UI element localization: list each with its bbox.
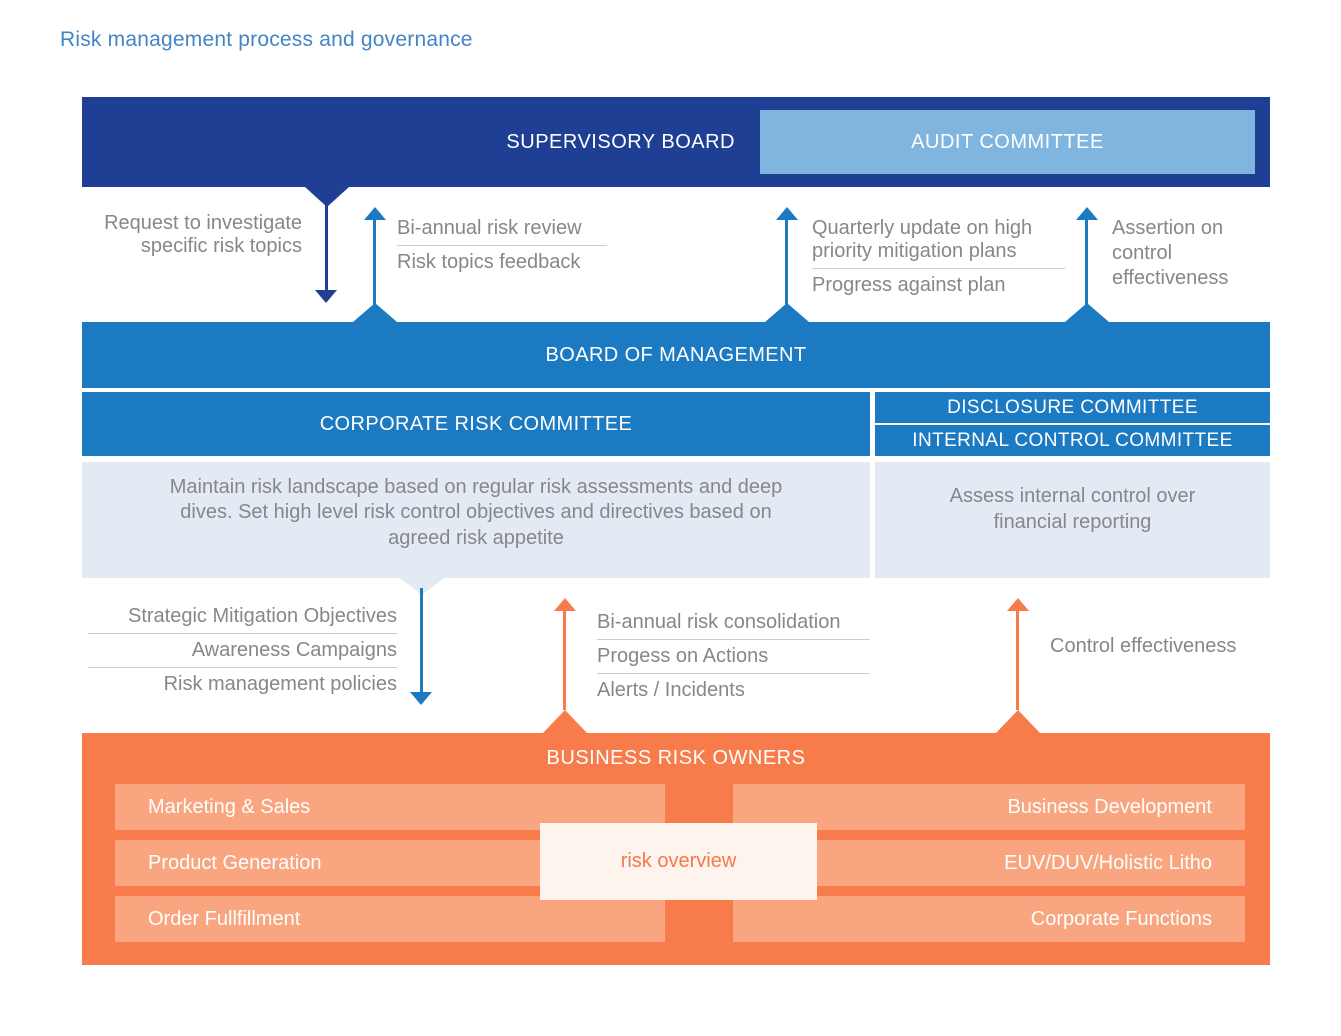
flow-label-objectives-item3: Risk management policies	[88, 667, 397, 701]
notch-up-consolidation	[543, 710, 587, 733]
owner-row-business-development: Business Development	[733, 784, 1245, 830]
arrow-line-request	[325, 197, 328, 290]
flow-label-request	[82, 212, 302, 258]
internal-control-committee-bar	[875, 425, 1270, 456]
owner-row-euv-duv-litho: EUV/DUV/Holistic Litho	[733, 840, 1245, 886]
flow-label-consolidation	[597, 606, 870, 707]
flow-label-biannual-item1: Bi-annual risk review	[397, 217, 582, 239]
owner-row-marketing-sales: Marketing & Sales	[115, 784, 665, 830]
corporate-risk-description: Maintain risk landscape based on regular risk assessments and deep dives. Set high level risk control objectives and directives based on agreed risk appetite	[169, 475, 783, 549]
supervisory-board-bar	[82, 97, 1270, 187]
corporate-risk-committee-label: CORPORATE RISK COMMITTEE	[319, 412, 633, 435]
board-of-management-bar	[82, 322, 1270, 388]
internal-control-description: Assess internal control over financial reporting	[949, 485, 1196, 533]
disclosure-committee-bar	[875, 392, 1270, 423]
page-title: Risk management process and governance	[60, 28, 473, 51]
internal-control-description-panel	[875, 462, 1270, 578]
flow-label-quarterly-item2: Progress against plan	[812, 268, 1065, 302]
arrowhead-down-request	[315, 290, 337, 303]
flow-label-consolidation-item3: Alerts / Incidents	[597, 673, 870, 707]
notch-up-quarterly	[765, 303, 809, 322]
risk-overview-overlay[interactable]: risk overview	[540, 823, 817, 900]
flow-label-control: Control effectiveness	[1050, 635, 1237, 657]
flow-label-objectives-item2: Awareness Campaigns	[88, 633, 397, 667]
corporate-risk-description-panel	[82, 462, 870, 578]
disclosure-committee-label: DISCLOSURE COMMITTEE	[947, 396, 1198, 418]
flow-label-quarterly-item1: Quarterly update on high priority mitigation plans	[812, 217, 1033, 262]
notch-up-control	[996, 710, 1040, 733]
flow-label-consolidation-item1: Bi-annual risk consolidation	[597, 611, 841, 633]
flow-label-objectives	[88, 600, 397, 701]
internal-control-committee-label: INTERNAL CONTROL COMMITTEE	[912, 429, 1233, 451]
flow-label-request-line2: specific risk topics	[140, 235, 302, 257]
owner-row-order-fulfillment: Order Fullfillment	[115, 896, 665, 942]
flow-label-biannual	[397, 212, 607, 279]
flow-label-request-line1: Request to investigate	[104, 212, 302, 234]
flow-label-objectives-item1: Strategic Mitigation Objectives	[127, 605, 397, 627]
corporate-risk-committee-bar	[82, 392, 870, 456]
supervisory-board-label: SUPERVISORY BOARD	[506, 130, 735, 153]
notch-up-biannual	[353, 303, 397, 322]
owner-row-product-generation: Product Generation	[115, 840, 665, 886]
board-of-management-label: BOARD OF MANAGEMENT	[545, 343, 807, 366]
audit-committee-box: AUDIT COMMITTEE	[760, 110, 1255, 174]
business-risk-owners-box	[82, 733, 1270, 965]
arrowhead-down-objectives	[410, 692, 432, 705]
flow-label-consolidation-item2: Progess on Actions	[597, 639, 870, 673]
notch-up-assertion	[1065, 303, 1109, 322]
flow-label-quarterly	[812, 212, 1065, 302]
arrow-line-consolidation	[563, 609, 566, 710]
flow-label-biannual-item2: Risk topics feedback	[397, 245, 607, 279]
flow-label-assertion: Assertion on control effectiveness	[1112, 217, 1229, 289]
business-risk-owners-title: BUSINESS RISK OWNERS	[546, 747, 806, 769]
arrow-line-control	[1016, 609, 1019, 710]
owner-row-corporate-functions: Corporate Functions	[733, 896, 1245, 942]
arrow-line-objectives	[420, 588, 423, 692]
